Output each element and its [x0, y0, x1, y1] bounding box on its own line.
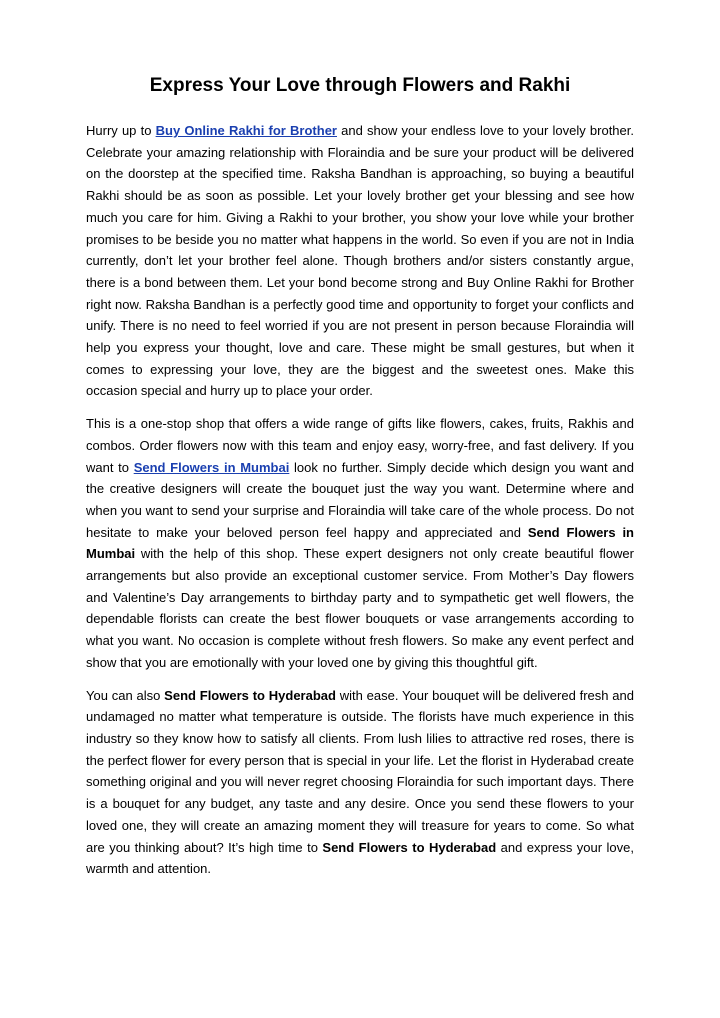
- paragraph-text: and express your love, warmth and attention.: [86, 839, 634, 877]
- paragraph-rakhi: [86, 120, 634, 402]
- paragraph-text: and show your endless love to your lovely brother. Celebrate your amazing relationship with Floraindia and be sure your product will be delivered on the doorstep at the specified time. Raksha Bandhan is approaching, so buying a beautiful Rakhi should be as soon as possible. Let your lovely brother get your blessing and see how much you care for him. Giving a Rakhi to your brother, you show your love while your brother promises to be beside you no matter what happens in the world. So even if you are not in India currently, don’t let your brother feel alone. Though brothers and/or sisters constantly argue, there is a bond between them. Let your bond become strong and Buy Online Rakhi for Brother right now. Raksha Bandhan is a perfectly good time and opportunity to forget your conflicts and unify. There is no need to feel worried if you are not present in person because Floraindia will help you express your thought, love and care. These might be small gestures, but when it comes to expressing your love, they are the biggest and the sweetest ones. Make this occasion special and hurry up to place your order.: [86, 123, 634, 399]
- paragraph-text: with ease. Your bouquet will be delivered fresh and undamaged no matter what temperature is outside. The florists have much experience in this industry so they know how to satisfy all clients. From lush lilies to attractive red roses, there is the perfect flower for every person that is special in your life. Let the florist in Hyderabad create something original and you will never regret choosing Floraindia for such important days. There is a bouquet for any budget, any taste and any desire. Once you send these flowers to your loved one, they will create an amazing moment they will treasure for years to come. So what are you thinking about? It’s high time to: [86, 687, 634, 855]
- paragraph-text: You can also: [86, 687, 165, 703]
- paragraph-text: look no further. Simply decide which design you want and the creative designers will create the bouquet just the way you want. Determine where and when you want to send your surprise and Floraindia will take care of the whole process. Do not hesitate to make your beloved person feel happy and appreciated and: [86, 459, 634, 540]
- paragraph-text: This is a one-stop shop that offers a wide range of gifts like flowers, cakes, fruits, Rakhis and combos. Order flowers now with this team and enjoy easy, worry-free, and fast delivery. If you want to: [86, 416, 634, 475]
- paragraph-mumbai: [86, 413, 634, 673]
- send-flowers-mumbai-link[interactable]: Send Flowers in Mumbai: [133, 459, 290, 475]
- bold-keyword: Send Flowers to Hyderabad: [164, 687, 336, 703]
- paragraph-hyderabad: [86, 685, 634, 880]
- buy-online-rakhi-link[interactable]: Buy Online Rakhi for Brother: [155, 123, 337, 138]
- paragraph-text: with the help of this shop. These expert designers not only create beautiful flower arrangements but also provide an exceptional customer service. From Mother’s Day flowers and Valentine’s Day arrangements to birthday party and to sympathetic get well flowers, the dependable florists can create the best flower bouquets or vase arrangements according to what you want. No occasion is complete without fresh flowers. So make any event perfect and show that you are emotionally with your loved one by giving this thoughtful gift.: [86, 546, 634, 670]
- bold-keyword: Send Flowers to Hyderabad: [322, 839, 497, 855]
- paragraph-text: Hurry up to: [86, 123, 156, 138]
- bold-keyword: Send Flowers in Mumbai: [86, 524, 634, 562]
- document-title: Express Your Love through Flowers and Rakhi: [149, 75, 571, 96]
